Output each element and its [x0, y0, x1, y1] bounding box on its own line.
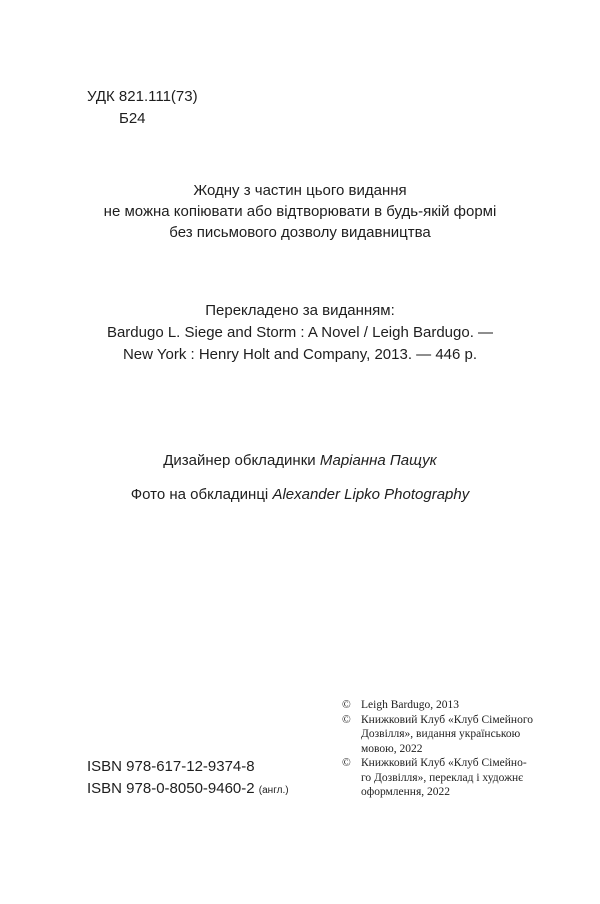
isbn-note: (англ.) [258, 785, 289, 796]
copyright-icon: © [342, 713, 351, 726]
notice-line: без письмового дозволу видавництва [169, 224, 431, 241]
copyright-line: го Дозвілля», переклад і художнє [361, 771, 524, 784]
copyright-block [342, 698, 562, 800]
copyright-line: мовою, 2022 [361, 742, 423, 755]
translation-source [0, 300, 600, 366]
copyright-entry [342, 698, 562, 713]
cover-designer-credit [0, 452, 600, 469]
copyright-line: Дозвілля», видання українською [361, 728, 521, 740]
author-mark: Б24 [119, 110, 146, 127]
copyright-line: Leigh Bardugo, 2013 [361, 699, 460, 711]
copyright-line: Книжковий Клуб «Клуб Сімейно- [361, 757, 527, 769]
copyright-entry [342, 756, 562, 800]
udk-block [87, 86, 198, 130]
udk-code: УДК 821.111(73) [87, 88, 198, 105]
isbn-original: ISBN 978-0-8050-9460-2 [87, 780, 255, 797]
copyright-icon: © [342, 757, 351, 769]
translation-line: Перекладено за виданням: [205, 302, 395, 319]
isbn-line: ISBN 978-617-12-9374-8 [87, 758, 255, 775]
isbn-block [87, 756, 289, 802]
photo-name: Alexander Lipko Photography [272, 486, 470, 503]
translation-line: Bardugo L. Siege and Storm : A Novel / Leigh Bardugo. — [106, 324, 494, 341]
copyright-entry [342, 713, 562, 757]
notice-line: Жодну з частин цього видання [193, 182, 407, 199]
translation-line: New York : Henry Holt and Company, 2013. — 446 p. [122, 346, 478, 363]
photo-label: Фото на обкладинці [130, 486, 269, 503]
copyright-icon: © [342, 699, 351, 711]
designer-label: Дизайнер обкладинки [163, 452, 316, 469]
copy-notice [0, 180, 600, 243]
notice-line: не можна копіювати або відтворювати в будь-якій формі [103, 203, 497, 220]
isbn-line [87, 778, 289, 802]
copyright-line: Книжковий Клуб «Клуб Сімейного [361, 713, 533, 726]
cover-photo-credit [0, 486, 600, 503]
copyright-line: оформлення, 2022 [361, 786, 450, 798]
designer-name: Маріанна Пащук [319, 452, 437, 469]
